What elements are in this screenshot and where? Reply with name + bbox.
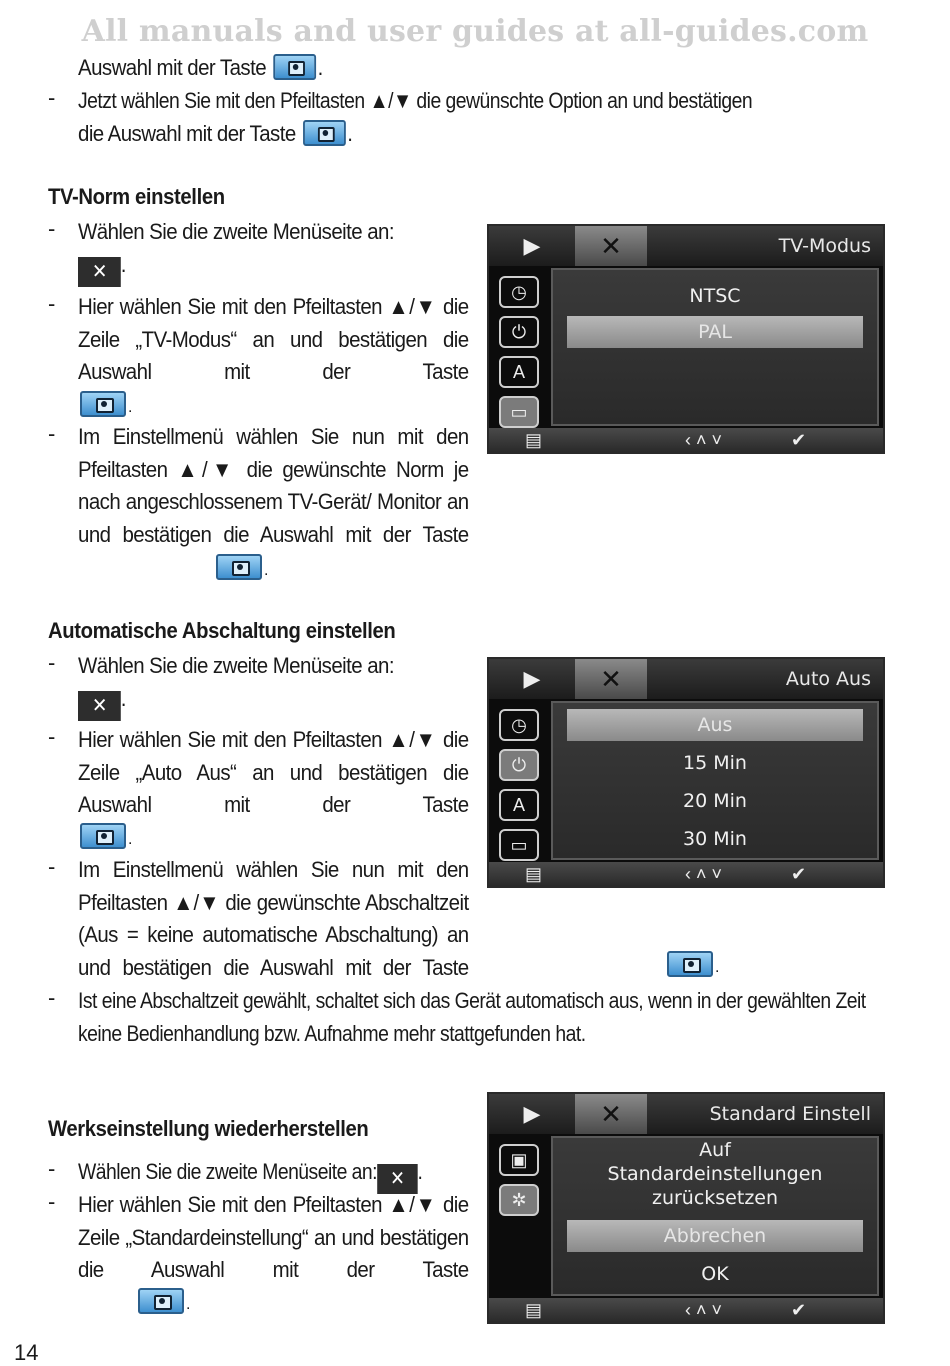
section-heading: Werkseinstellung wiederherstellen [48,1116,369,1141]
language-icon: A [499,789,539,821]
option-15-min: 15 Min [683,752,747,774]
camera-button-icon: . [136,1288,190,1314]
bullet-dash: - [48,216,56,241]
bullet-dash: - [48,1156,56,1181]
tools-tab-icon: ✕ [575,226,647,266]
bullet-text: Hier wählen Sie mit den Pfeiltasten ▲/▼ die Zeile „Auto Aus“ an und bestätigen die Auswahl mit der Taste [78,727,469,817]
options-panel [551,268,879,426]
screen-title: TV-Modus [778,235,871,257]
video-tab-icon: ▶ [523,1101,541,1126]
bullet-dash: - [48,291,56,316]
bullet-text: Wählen Sie die zweite Menüseite an: ✕ . [78,650,469,721]
tv-icon: ▭ [499,829,539,861]
intro-line: die Auswahl mit der Taste . [78,121,353,146]
bullet-text: Hier wählen Sie mit den Pfeiltasten ▲/▼ die Zeile „TV-Modus“ an und bestätigen die Auswahl mit der Taste [78,294,469,384]
intro-text-1: Auswahl mit der Taste [78,55,267,80]
section-heading: TV-Norm einstellen [48,184,225,209]
watermark: All manuals and user guides at all-guides.com [81,14,869,49]
confirm-icon: ✔ [791,1300,807,1320]
bullet-text-0: Wählen Sie die zweite Menüseite an: [78,1159,377,1184]
dialog-message-line: Standardeinstellungen [607,1163,823,1185]
camera-button-icon [303,120,346,146]
power-icon: ⏻ [499,316,539,348]
bullet-text-0: Wählen Sie die zweite Menüseite an: [78,653,394,678]
option-ok: OK [701,1263,729,1285]
screen-sidebar [495,703,545,869]
dialog-message-line: Auf [699,1139,731,1161]
screen-footer [489,1298,883,1322]
bullet-text: Im Einstellmenü wählen Sie nun mit den Pfeiltasten ▲/▼ die gewünschte Norm je nach angeschlossenem TV-Gerät/ Monitor an und bestätigen die Auswahl mit der Taste [78,424,469,547]
bullet-text: Ist eine Abschaltzeit gewählt, schaltet sich das Gerät automatisch aus, wenn in der gewählten Zeit keine Bedienhandlung bzw. Aufnahme mehr stattgefunden hat. [78,988,866,1046]
language-icon: A [499,356,539,388]
settings-reset-icon: ✲ [499,1184,539,1216]
screen-footer [489,862,883,886]
dialog-panel [551,1136,879,1296]
bullet-dash: - [48,854,56,879]
tools-tab-icon: ✕ [575,659,647,699]
screen-header [489,1094,883,1134]
tools-tab-icon: ✕ [575,1094,647,1134]
screen-title: Auto Aus [785,668,871,690]
screen-sidebar [495,1138,545,1224]
tv-modus-screen [487,224,885,454]
bullet-text: Wählen Sie die zweite Menüseite an: ✕ . [78,1156,422,1194]
option-aus: Aus [567,709,863,741]
option-pal: PAL [567,316,863,348]
options-panel [551,701,879,860]
option-30-min: 30 Min [683,828,747,850]
bullet-text-0: Wählen Sie die zweite Menüseite an: [78,219,394,244]
menu-icon: ▤ [525,430,543,450]
tools-menu-icon: ✕ [78,691,121,721]
intro-line: Jetzt wählen Sie mit den Pfeiltasten ▲/▼ die gewünschte Option an und bestätigen [78,88,753,113]
video-tab-icon: ▶ [523,666,541,691]
clock-icon: ◷ [499,709,539,741]
tv-icon: ▭ [499,396,539,428]
bullet-dash: - [48,85,56,110]
navigate-arrows-icon: ‹ ˄ ˅ [685,430,723,450]
screen-title: Standard Einstell [709,1103,871,1125]
navigate-arrows-icon: ‹ ˄ ˅ [685,1300,723,1320]
camera-button-icon: . [78,823,132,849]
option-20-min: 20 Min [683,790,747,812]
dialog-message-line: zurücksetzen [651,1187,779,1209]
intro-line: Auswahl mit der Taste . [78,55,323,80]
video-tab-icon: ▶ [523,233,541,258]
auto-aus-screen [487,657,885,888]
intro-text-3: die Auswahl mit der Taste [78,121,296,146]
memory-card-icon: ▣ [499,1144,539,1176]
option-abbrechen: Abbrechen [567,1220,863,1252]
tools-menu-icon: ✕ [78,257,121,287]
camera-button-icon: . [214,554,268,580]
standard-einstell-screen [487,1092,885,1324]
camera-button-icon: . [78,391,132,417]
screen-header [489,659,883,699]
menu-icon: ▤ [525,864,543,884]
screen-sidebar [495,270,545,436]
section-heading: Automatische Abschaltung einstellen [48,618,396,643]
power-icon: ⏻ [499,749,539,781]
option-ntsc: NTSC [689,285,741,307]
confirm-icon: ✔ [791,430,807,450]
bullet-text: Hier wählen Sie mit den Pfeiltasten ▲/▼ die Zeile „Standardeinstellung“ an und bestätigen die Auswahl mit der Taste [78,1192,469,1282]
navigate-arrows-icon: ‹ ˄ ˅ [685,864,723,884]
page-number: 14 [14,1340,39,1365]
bullet-dash: - [48,985,56,1010]
tools-menu-icon: ✕ [377,1164,417,1194]
camera-button-icon [273,54,316,80]
bullet-dash: - [48,421,56,446]
bullet-dash: - [48,724,56,749]
screen-header [489,226,883,266]
bullet-dash: - [48,1189,56,1214]
camera-button-icon: . [665,951,719,977]
bullet-text-2: Im Einstellmenü wählen Sie nun mit den Pfeiltasten ▲/▼ die gewünschte Abschaltzeit (Aus = keine automatische Abschaltung) an und bestätigen die Auswahl mit der Taste [78,857,469,980]
bullet-dash: - [48,650,56,675]
menu-icon: ▤ [525,1300,543,1320]
clock-icon: ◷ [499,276,539,308]
screen-footer [489,428,883,452]
bullet-text: Wählen Sie die zweite Menüseite an: ✕ . [78,216,469,287]
confirm-icon: ✔ [791,864,807,884]
